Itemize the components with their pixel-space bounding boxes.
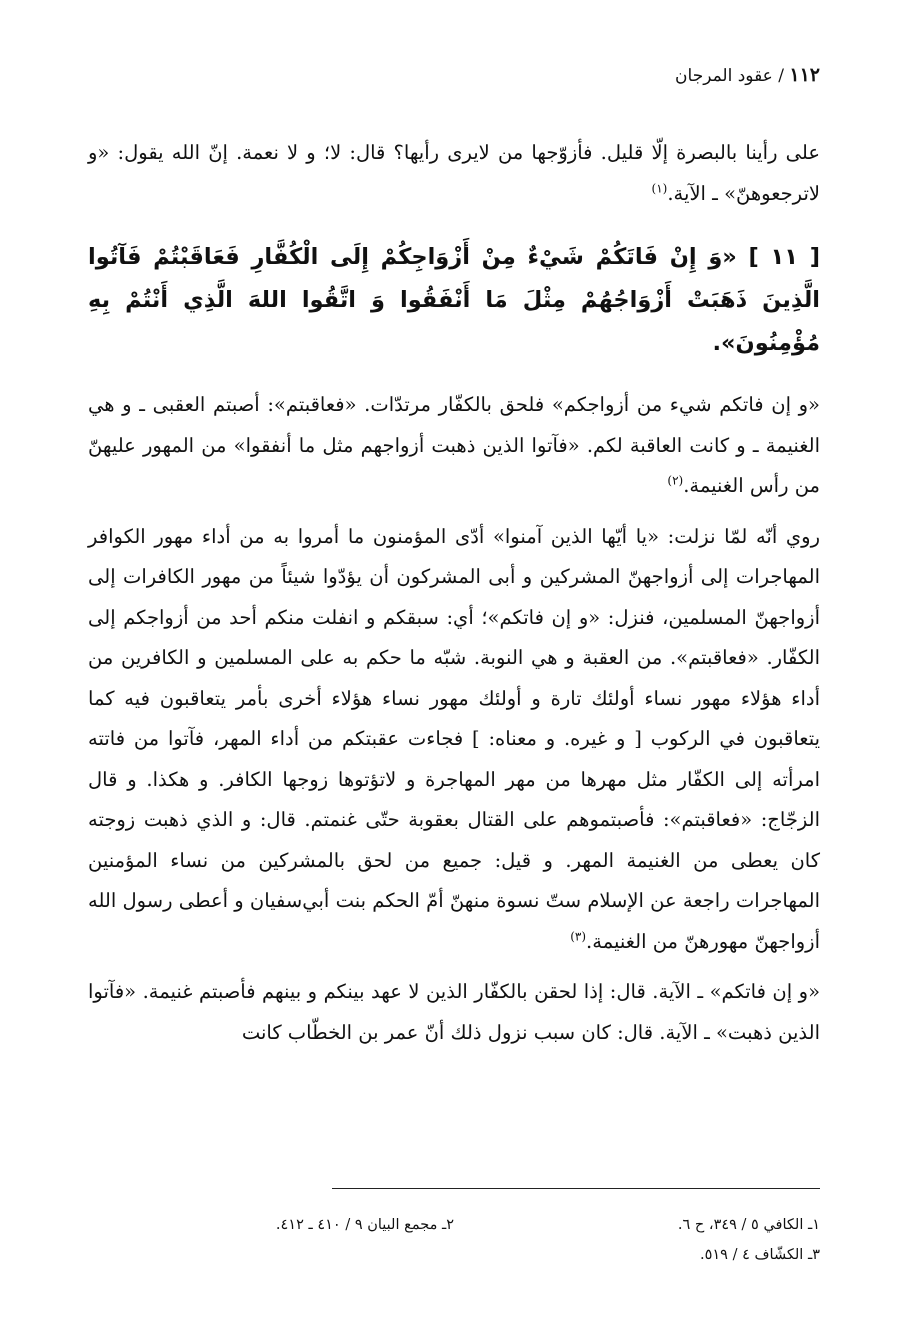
commentary-text: «و إن فاتكم شيء من أزواجكم» فلحق بالكفّار مرتدّات. «فعاقبتم»: أصبتم العقبى ـ و هي الغنيمة ـ و كانت العاقبة لكم. «فآتوا الذين ذهبت أزواجهم مثل ما أنفقوا» من المهور عليهنّ من رأس الغنيمة. <box>88 393 820 497</box>
paragraph-text: على رأينا بالبصرة إلّا قليل. فأزوّجها من لايرى رأيها؟ قال: لا؛ و لا نعمة. إنّ الله يقول: «و لاترجعوهنّ» ـ الآية. <box>88 141 820 205</box>
footnote-row <box>88 1210 820 1240</box>
footnote-divider <box>332 1188 820 1189</box>
verse-text: [ ١١ ] «وَ إِنْ فَاتَكُمْ شَيْءٌ مِنْ أَزْوَاجِكُمْ إِلَى الْكُفَّارِ فَعَاقَبْتُمْ فَآتُوا الَّذِينَ ذَهَبَتْ أَزْوَاجُهُمْ مِثْلَ مَا أَنْفَقُوا وَ اتَّقُوا اللهَ الَّذِي أَنْتُمْ بِهِ مُؤْمِنُونَ». <box>88 244 821 356</box>
footnote-3: ٣ـ الكشّاف ٤ / ٥١٩. <box>700 1247 820 1263</box>
commentary-paragraph <box>88 385 820 507</box>
book-page <box>88 60 820 1290</box>
footnote-2: ٢ـ مجمع البيان ٩ / ٤١٠ ـ ٤١٢. <box>275 1217 454 1233</box>
footnote-marker: (٢) <box>667 473 684 488</box>
running-head <box>88 60 820 91</box>
commentary-paragraph <box>88 517 820 963</box>
footnote-1: ١ـ الكافي ٥ / ٣٤٩، ح ٦. <box>677 1217 820 1233</box>
page-number: ١١٢ <box>789 64 820 86</box>
book-title: عقود المرجان <box>675 66 773 86</box>
commentary-paragraph <box>88 972 820 1053</box>
paragraph-continuation <box>88 133 820 214</box>
quran-verse <box>88 236 820 365</box>
footnote-marker: (١) <box>651 181 668 195</box>
footnote-marker: (٣) <box>570 929 587 943</box>
running-head-separator: / <box>778 66 784 86</box>
footnotes <box>88 1210 820 1270</box>
commentary-text: «و إن فاتكم» ـ الآية. قال: إذا لحقن بالكفّار الذين لا عهد بينكم و بينهم فأصبتم غنيمة. «فآتوا الذين ذهبت» ـ الآية. قال: كان سبب نزول ذلك أنّ عمر بن الخطّاب كانت <box>88 980 820 1044</box>
commentary-text: روي أنّه لمّا نزلت: «يا أيّها الذين آمنوا» أدّى المؤمنون ما أمروا به من أداء مهور الكوافر المهاجرات إلى أزواجهنّ المشركين و أبى المشركون أن يؤدّوا شيئاً من مهور الكافرات إلى أزواجهنّ المسلمين، فنزل: «و إن فاتكم»؛ أي: سبقكم و انفلت منكم أحد من أزواجكم إلى الكفّار. «فعاقبتم». من العقبة و هي النوبة. شبّه ما حكم به على المسلمين و الكافرين من أداء هؤلاء مهور نساء أولئك تارة و أولئك مهور نساء هؤلاء أخرى بأمر يتعاقبون فيه كما يتعاقبون في الركوب [ و غيره. و معناه: ] فجاءت عقبتكم من أداء المهر، فآتوا من فاتته امرأته إلى الكفّار مثل مهرها من مهر المهاجرة و لاتؤتوها زوجها الكافر. و هكذا. و قال الزجّاج: «فعاقبتم»: فأصبتموهم على القتال بعقوبة حتّى غنمتم. قال: و الذي ذهبت زوجته كان يعطى من الغنيمة المهر. و قيل: جميع من لحق بالمشركين من نساء المؤمنين المهاجرات راجعة عن الإسلام ستّ نسوة منهنّ أمّ الحكم بنت أبي‌سفيان و أعطى رسول الله أزواجهنّ مهورهنّ من الغنيمة. <box>88 524 820 953</box>
footnote-row <box>88 1240 820 1270</box>
